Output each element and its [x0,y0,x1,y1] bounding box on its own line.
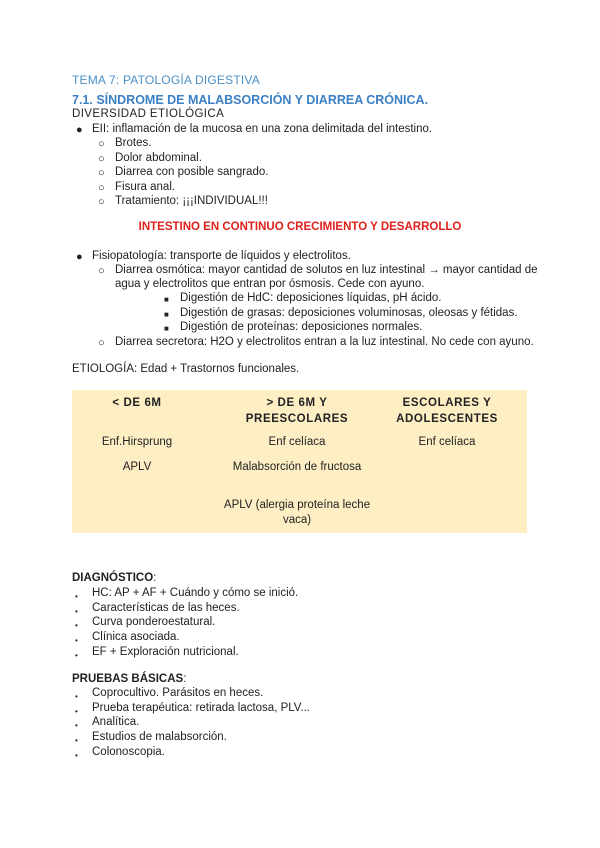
sub-list-item: Digestión de proteínas: deposiciones normales. [180,321,423,333]
table-cell: APLV [122,461,152,473]
osmotica-line1: Diarrea osmótica: mayor cantidad de solutos en luz intestinal → mayor cantidad de [115,264,538,276]
list-item: Brotes. [115,137,152,149]
sub-list-item: Digestión de HdC: deposiciones líquidas, pH ácido. [180,292,442,304]
square-bullet-icon: ■ [164,310,169,319]
etiology-table [72,390,527,533]
subtitle: DIVERSIDAD ETIOLÓGICA [72,108,225,120]
table-header-line: > DE 6M Y [266,397,328,409]
diagnostico-title: DIAGNÓSTICO [72,572,154,584]
bullet-icon: • [75,651,78,660]
list-item: Fisura anal. [115,181,176,193]
table-cell [202,498,392,528]
table-cell: Enf celíaca [418,436,476,448]
secretora: Diarrea secretora: H2O y electrolitos entran a la luz intestinal. No cede con ayuno. [115,336,534,348]
colon: : [153,572,157,584]
circle-bullet-icon: ○ [98,265,105,277]
bullet-icon: • [75,721,78,730]
list-item: Características de las heces. [92,602,240,614]
list-item: Dolor abdominal. [115,152,202,164]
circle-bullet-icon: ○ [98,153,105,165]
topic-title: TEMA 7: PATOLOGÍA DIGESTIVA [72,73,260,87]
circle-bullet-icon: ○ [98,337,105,349]
pruebas-title: PRUEBAS BÁSICAS [72,673,184,685]
list-item: Coprocultivo. Parásitos en heces. [92,687,264,699]
table-header [372,395,522,427]
table-header-line: ADOLESCENTES [396,413,498,425]
list-item: Diarrea con posible sangrado. [115,166,269,178]
circle-bullet-icon: ○ [98,167,105,179]
list-item: Clínica asociada. [92,631,180,643]
list-item: Prueba terapéutica: retirada lactosa, PLV... [92,702,310,714]
square-bullet-icon: ■ [164,295,169,304]
bullet-icon: • [75,751,78,760]
table-header-line: PREESCOLARES [245,413,349,425]
table-cell-line: APLV (alergia proteína leche [223,499,371,511]
eii-main: EII: inflamación de la mucosa en una zona delimitada del intestino. [92,123,433,135]
bullet-icon: • [75,592,78,601]
circle-bullet-icon: ○ [98,138,105,150]
osmotica-line2: agua y electrolitos que entran por ósmosis. Cede con ayuno. [115,278,425,290]
colon: : [183,673,187,685]
table-header-line: ESCOLARES Y [402,397,492,409]
bullet-icon: • [75,736,78,745]
list-item: HC: AP + AF + Cuándo y cómo se inició. [92,587,299,599]
bullet-icon: • [75,607,78,616]
list-item: Colonoscopia. [92,746,165,758]
table-cell-line: vaca) [282,514,312,526]
bullet-icon: • [75,621,78,630]
section-title: 7.1. SÍNDROME DE MALABSORCIÓN Y DIARREA CRÓNICA. [72,93,429,107]
table-header [212,395,382,427]
list-item: EF + Exploración nutricional. [92,646,239,658]
bullet-icon: • [75,636,78,645]
table-cell: Enf celíaca [268,436,326,448]
list-item: Estudios de malabsorción. [92,731,227,743]
diagnostico-heading [72,572,156,584]
bullet-icon: ● [76,251,83,263]
bullet-icon: ● [76,124,83,136]
table-cell: Enf.Hirsprung [101,436,173,448]
highlight-heading: INTESTINO EN CONTINUO CRECIMIENTO Y DESARROLLO [138,221,462,233]
list-item: Curva ponderoestatural. [92,616,216,628]
table-cell: Malabsorción de fructosa [232,461,362,473]
etiologia: ETIOLOGÍA: Edad + Trastornos funcionales. [72,363,300,375]
sub-list-item: Digestión de grasas: deposiciones voluminosas, oleosas y fétidas. [180,307,518,319]
table-header: < DE 6M [112,397,162,409]
bullet-icon: • [75,707,78,716]
list-item: Analítica. [92,716,140,728]
circle-bullet-icon: ○ [98,182,105,194]
list-item: Tratamiento: ¡¡¡INDIVIDUAL!!! [115,195,268,207]
pruebas-heading [72,673,186,685]
circle-bullet-icon: ○ [98,196,105,208]
square-bullet-icon: ■ [164,324,169,333]
fisio-main: Fisiopatología: transporte de líquidos y electrolitos. [92,250,351,262]
bullet-icon: • [75,692,78,701]
